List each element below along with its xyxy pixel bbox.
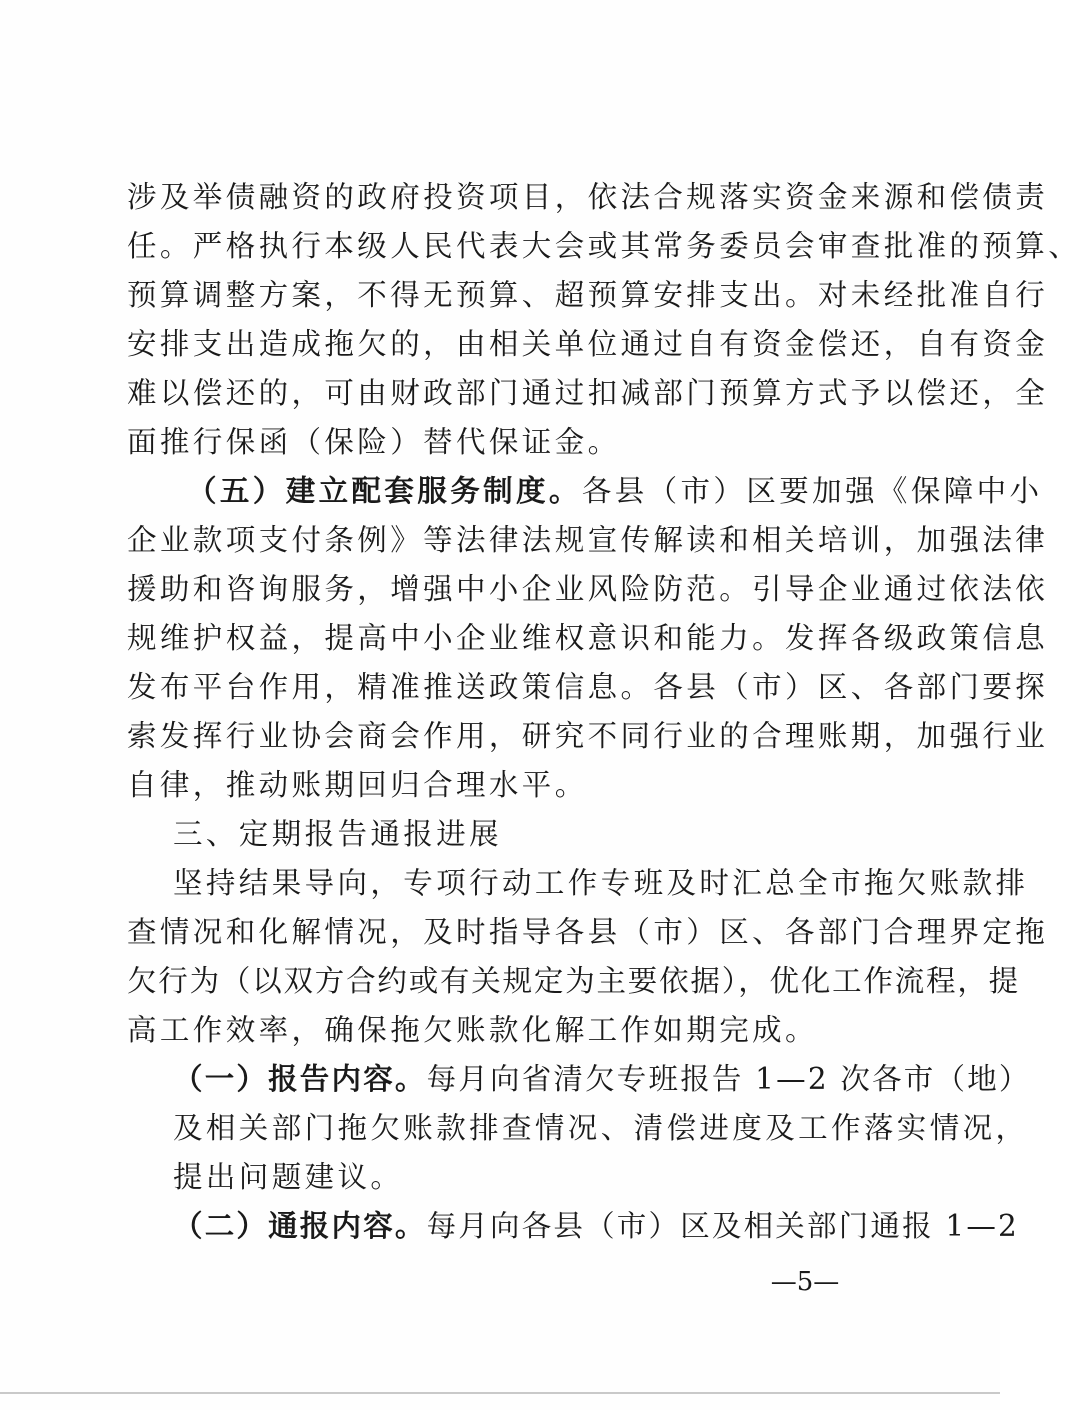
body-line: 援助和咨询服务，增强中小企业风险防范。引导企业通过依法依: [127, 572, 1049, 606]
body-line: 索发挥行业协会商会作用，研究不同行业的合理账期，加强行业: [127, 719, 1049, 753]
item-two-first-line: [173, 1201, 1020, 1251]
part-three-heading: 三、定期报告通报进展: [173, 817, 503, 851]
item-one-heading: （一）报告内容。: [173, 1061, 427, 1096]
body-line: 安排支出造成拖欠的，由相关单位通过自有资金偿还，自有资金: [127, 327, 1049, 361]
item-one-first-line: [173, 1054, 1031, 1104]
body-line: 难以偿还的，可由财政部门通过扣减部门预算方式予以偿还，全: [127, 376, 1049, 410]
body-line: 预算调整方案，不得无预算、超预算安排支出。对未经批准自行: [127, 278, 1049, 312]
item-two-text: 每月向各县（市）区及相关部门通报 1—2: [426, 1209, 1020, 1243]
body-line: 及相关部门拖欠账款排查情况、清偿进度及工作落实情况，: [173, 1111, 1029, 1145]
body-line: 企业款项支付条例》等法律法规宣传解读和相关培训，加强法律: [127, 523, 1049, 557]
section-five-heading: （五）建立配套服务制度。: [187, 473, 582, 508]
item-one-text: 每月向省清欠专班报告 1—2 次各市（地）: [426, 1062, 1031, 1096]
section-five-text: 各县（市）区要加强《保障中小: [581, 474, 1043, 508]
body-line: 发布平台作用，精准推送政策信息。各县（市）区、各部门要探: [127, 670, 1049, 704]
body-line: 规维护权益，提高中小企业维权意识和能力。发挥各级政策信息: [127, 621, 1049, 655]
body-line: 提出问题建议。: [173, 1160, 404, 1194]
body-line: 欠行为（以双方合约或有关规定为主要依据），优化工作流程，提: [127, 964, 1020, 998]
bottom-rule: [0, 1392, 1000, 1394]
body-line: 任。严格执行本级人民代表大会或其常务委员会审查批准的预算、: [127, 229, 1081, 263]
body-line: 自律，推动账期回归合理水平。: [127, 768, 588, 802]
page-number: —5—: [770, 1267, 840, 1297]
body-line: 查情况和化解情况，及时指导各县（市）区、各部门合理界定拖: [127, 915, 1049, 949]
body-line: 涉及举债融资的政府投资项目，依法合规落实资金来源和偿债责: [127, 180, 1049, 214]
section-five-first-line: [187, 466, 1043, 516]
body-line: 面推行保函（保险）替代保证金。: [127, 425, 621, 459]
body-line: 坚持结果导向，专项行动工作专班及时汇总全市拖欠账款排: [173, 866, 1029, 900]
item-two-heading: （二）通报内容。: [173, 1208, 427, 1243]
body-line: 高工作效率，确保拖欠账款化解工作如期完成。: [127, 1013, 818, 1047]
